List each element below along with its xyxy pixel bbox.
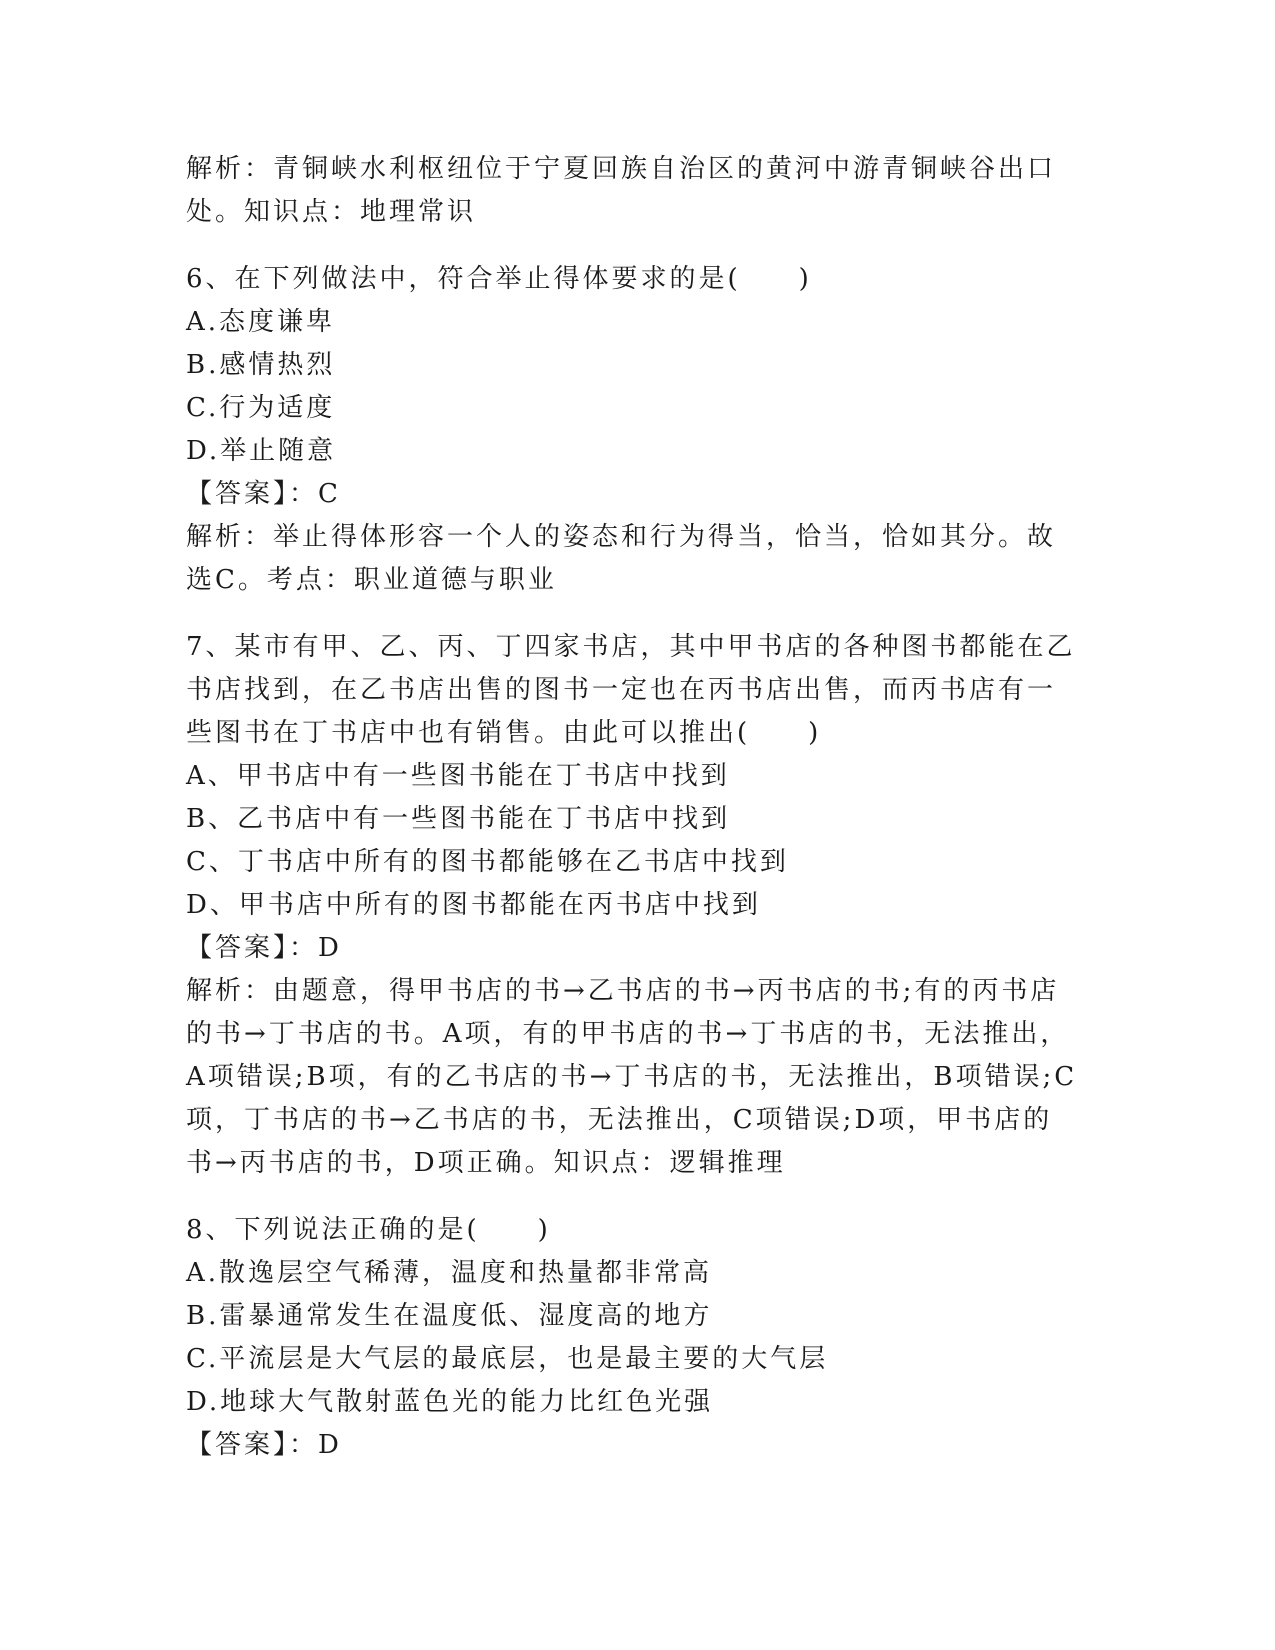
question-6 [186,258,1086,602]
document-page [186,148,1086,1467]
analysis-line: 的书→丁书店的书。A项，有的甲书店的书→丁书店的书，无法推出， [186,1019,1070,1049]
option-c: C、丁书店中所有的图书都能够在乙书店中找到 [186,847,789,877]
option-c: C.平流层是大气层的最底层，也是最主要的大气层 [186,1344,829,1374]
analysis-line: 处。知识点：地理常识 [186,197,477,227]
option-a: A.态度谦卑 [186,307,336,337]
analysis-line: 解析：青铜峡水利枢纽位于宁夏回族自治区的黄河中游青铜峡谷出口 [186,154,1057,184]
question-8 [186,1209,1086,1467]
prev-analysis [186,148,1086,234]
option-b: B、乙书店中有一些图书能在丁书店中找到 [186,804,731,834]
analysis-line: 项，丁书店的书→乙书店的书，无法推出，C项错误;D项，甲书店的 [186,1105,1053,1135]
question-7 [186,626,1086,1185]
question-stem: 7、某市有甲、乙、丙、丁四家书店，其中甲书店的各种图书都能在乙 [186,632,1076,662]
answer: 【答案】：D [186,933,342,963]
analysis-line: 解析：举止得体形容一个人的姿态和行为得当，恰当，恰如其分。故 [186,522,1057,552]
option-c: C.行为适度 [186,393,336,423]
option-b: B.感情热烈 [186,350,336,380]
option-d: D.举止随意 [186,436,337,466]
option-b: B.雷暴通常发生在温度低、湿度高的地方 [186,1301,713,1331]
answer: 【答案】：D [186,1430,342,1460]
question-stem: 6、在下列做法中，符合举止得体要求的是( ) [186,264,812,294]
analysis-line: 书→丙书店的书，D项正确。知识点：逻辑推理 [186,1148,786,1178]
option-a: A、甲书店中有一些图书能在丁书店中找到 [186,761,730,791]
answer: 【答案】：C [186,479,341,509]
option-d: D.地球大气散射蓝色光的能力比红色光强 [186,1387,714,1417]
option-a: A.散逸层空气稀薄，温度和热量都非常高 [186,1258,713,1288]
question-stem: 书店找到，在乙书店出售的图书一定也在丙书店出售，而丙书店有一 [186,675,1057,705]
option-d: D、甲书店中所有的图书都能在丙书店中找到 [186,890,761,920]
analysis-line: 解析：由题意，得甲书店的书→乙书店的书→丙书店的书;有的丙书店 [186,976,1060,1006]
analysis-line: A项错误;B项，有的乙书店的书→丁书店的书，无法推出，B项错误;C [186,1062,1078,1092]
question-stem: 些图书在丁书店中也有销售。由此可以推出( ) [186,718,822,748]
analysis-line: 选C。考点：职业道德与职业 [186,565,557,595]
question-stem: 8、下列说法正确的是( ) [186,1215,551,1245]
